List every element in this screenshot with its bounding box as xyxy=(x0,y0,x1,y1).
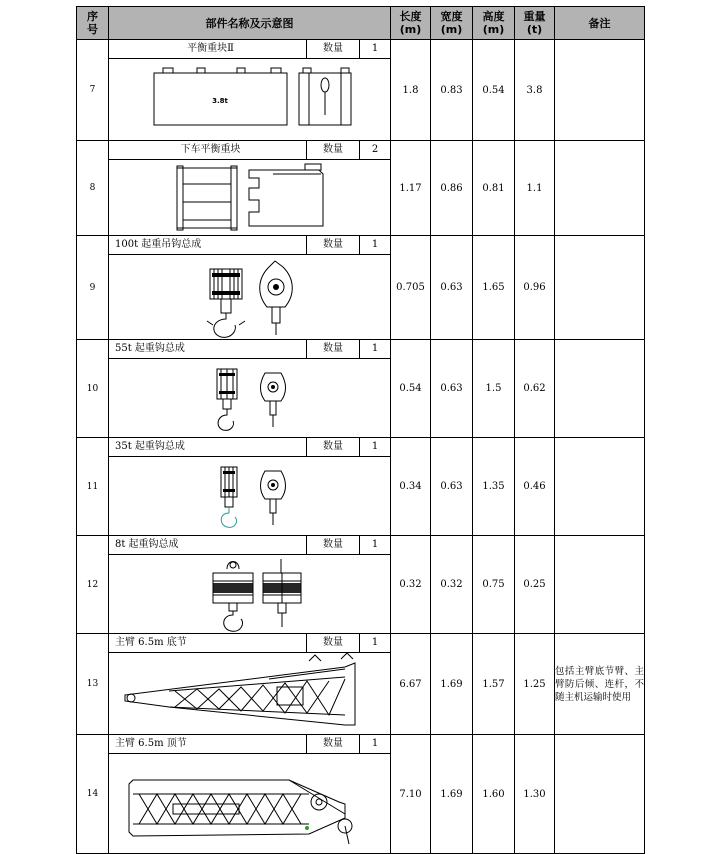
qty-value: 1 xyxy=(359,40,390,58)
part-name: 100t 起重吊钩总成 xyxy=(115,239,202,250)
row-width: 0.86 xyxy=(431,141,473,236)
qty-label: 数量 xyxy=(306,438,359,456)
table-row xyxy=(77,536,645,634)
boom-top-section-icon xyxy=(109,754,391,853)
row-height: 1.5 xyxy=(473,340,515,438)
part-name: 主臂 6.5m 底节 xyxy=(115,637,187,648)
row-remark xyxy=(555,536,645,634)
part-name: 平衡重块Ⅱ xyxy=(187,43,234,54)
row-remark xyxy=(555,236,645,340)
table-row xyxy=(77,236,645,340)
row-height: 0.54 xyxy=(473,40,515,141)
row-remark xyxy=(555,735,645,854)
row-length: 0.32 xyxy=(391,536,431,634)
hook-block-55t-icon xyxy=(109,359,391,437)
row-height: 1.57 xyxy=(473,634,515,735)
part-cell xyxy=(109,536,391,634)
qty-value: 1 xyxy=(359,438,390,456)
part-name: 55t 起重钩总成 xyxy=(115,343,185,354)
qty-value: 1 xyxy=(359,735,390,753)
qty-value: 1 xyxy=(359,340,390,358)
header-weight: 重量(t) xyxy=(515,7,555,40)
table-row xyxy=(77,634,645,735)
row-length: 1.17 xyxy=(391,141,431,236)
table-row xyxy=(77,340,645,438)
part-name: 主臂 6.5m 顶节 xyxy=(115,738,187,749)
row-length: 0.34 xyxy=(391,438,431,536)
header-length: 长度(m) xyxy=(391,7,431,40)
table-row xyxy=(77,735,645,854)
row-width: 0.63 xyxy=(431,438,473,536)
qty-label: 数量 xyxy=(306,536,359,554)
row-seq: 7 xyxy=(77,40,109,141)
row-width: 0.32 xyxy=(431,536,473,634)
row-width: 1.69 xyxy=(431,735,473,854)
row-width: 0.83 xyxy=(431,40,473,141)
row-seq: 11 xyxy=(77,438,109,536)
header-row xyxy=(77,7,645,40)
drawing-weight-mark: 3.8t xyxy=(212,97,228,105)
row-seq: 14 xyxy=(77,735,109,854)
part-cell xyxy=(109,634,391,735)
hook-block-35t-icon xyxy=(109,457,391,535)
row-height: 1.65 xyxy=(473,236,515,340)
qty-value: 1 xyxy=(359,536,390,554)
row-remark xyxy=(555,141,645,236)
row-weight: 0.96 xyxy=(515,236,555,340)
row-seq: 10 xyxy=(77,340,109,438)
part-cell xyxy=(109,340,391,438)
qty-value: 1 xyxy=(359,634,390,652)
row-weight: 1.1 xyxy=(515,141,555,236)
part-cell xyxy=(109,40,391,141)
counterweight-block-icon xyxy=(109,59,391,140)
row-weight: 3.8 xyxy=(515,40,555,141)
row-remark: 包括主臂底节臂、主臂防后倾、连杆，不随主机运输时使用 xyxy=(555,634,645,735)
table-row xyxy=(77,438,645,536)
row-weight: 0.46 xyxy=(515,438,555,536)
table-row xyxy=(77,40,645,141)
row-weight: 1.25 xyxy=(515,634,555,735)
row-width: 0.63 xyxy=(431,236,473,340)
row-length: 6.67 xyxy=(391,634,431,735)
header-height: 高度(m) xyxy=(473,7,515,40)
row-width: 1.69 xyxy=(431,634,473,735)
part-name: 8t 起重钩总成 xyxy=(115,539,179,550)
part-cell xyxy=(109,141,391,236)
row-length: 0.54 xyxy=(391,340,431,438)
hook-ball-8t-icon xyxy=(109,555,391,633)
qty-label: 数量 xyxy=(306,634,359,652)
row-remark xyxy=(555,340,645,438)
row-remark xyxy=(555,40,645,141)
row-length: 0.705 xyxy=(391,236,431,340)
header-remark: 备注 xyxy=(555,7,645,40)
part-name: 下车平衡重块 xyxy=(180,144,241,155)
row-weight: 0.62 xyxy=(515,340,555,438)
qty-label: 数量 xyxy=(306,141,359,159)
header-name: 部件名称及示意图 xyxy=(109,7,391,40)
qty-value: 2 xyxy=(359,141,390,159)
row-height: 1.60 xyxy=(473,735,515,854)
row-length: 7.10 xyxy=(391,735,431,854)
row-weight: 0.25 xyxy=(515,536,555,634)
row-seq: 9 xyxy=(77,236,109,340)
qty-label: 数量 xyxy=(306,735,359,753)
row-remark xyxy=(555,438,645,536)
row-weight: 1.30 xyxy=(515,735,555,854)
qty-label: 数量 xyxy=(306,340,359,358)
part-cell xyxy=(109,236,391,340)
header-width: 宽度(m) xyxy=(431,7,473,40)
lower-counterweight-icon xyxy=(109,160,391,235)
part-cell xyxy=(109,735,391,854)
header-seq: 序号 xyxy=(77,7,109,40)
parts-table-wrapper xyxy=(76,6,645,854)
qty-label: 数量 xyxy=(306,236,359,254)
row-height: 1.35 xyxy=(473,438,515,536)
boom-base-section-icon xyxy=(109,653,391,734)
row-height: 0.75 xyxy=(473,536,515,634)
hook-block-100t-icon xyxy=(109,255,391,339)
row-height: 0.81 xyxy=(473,141,515,236)
row-length: 1.8 xyxy=(391,40,431,141)
parts-table xyxy=(76,6,645,854)
part-cell xyxy=(109,438,391,536)
qty-label: 数量 xyxy=(306,40,359,58)
part-name: 35t 起重钩总成 xyxy=(115,441,185,452)
table-row xyxy=(77,141,645,236)
qty-value: 1 xyxy=(359,236,390,254)
row-seq: 13 xyxy=(77,634,109,735)
row-seq: 8 xyxy=(77,141,109,236)
row-width: 0.63 xyxy=(431,340,473,438)
row-seq: 12 xyxy=(77,536,109,634)
